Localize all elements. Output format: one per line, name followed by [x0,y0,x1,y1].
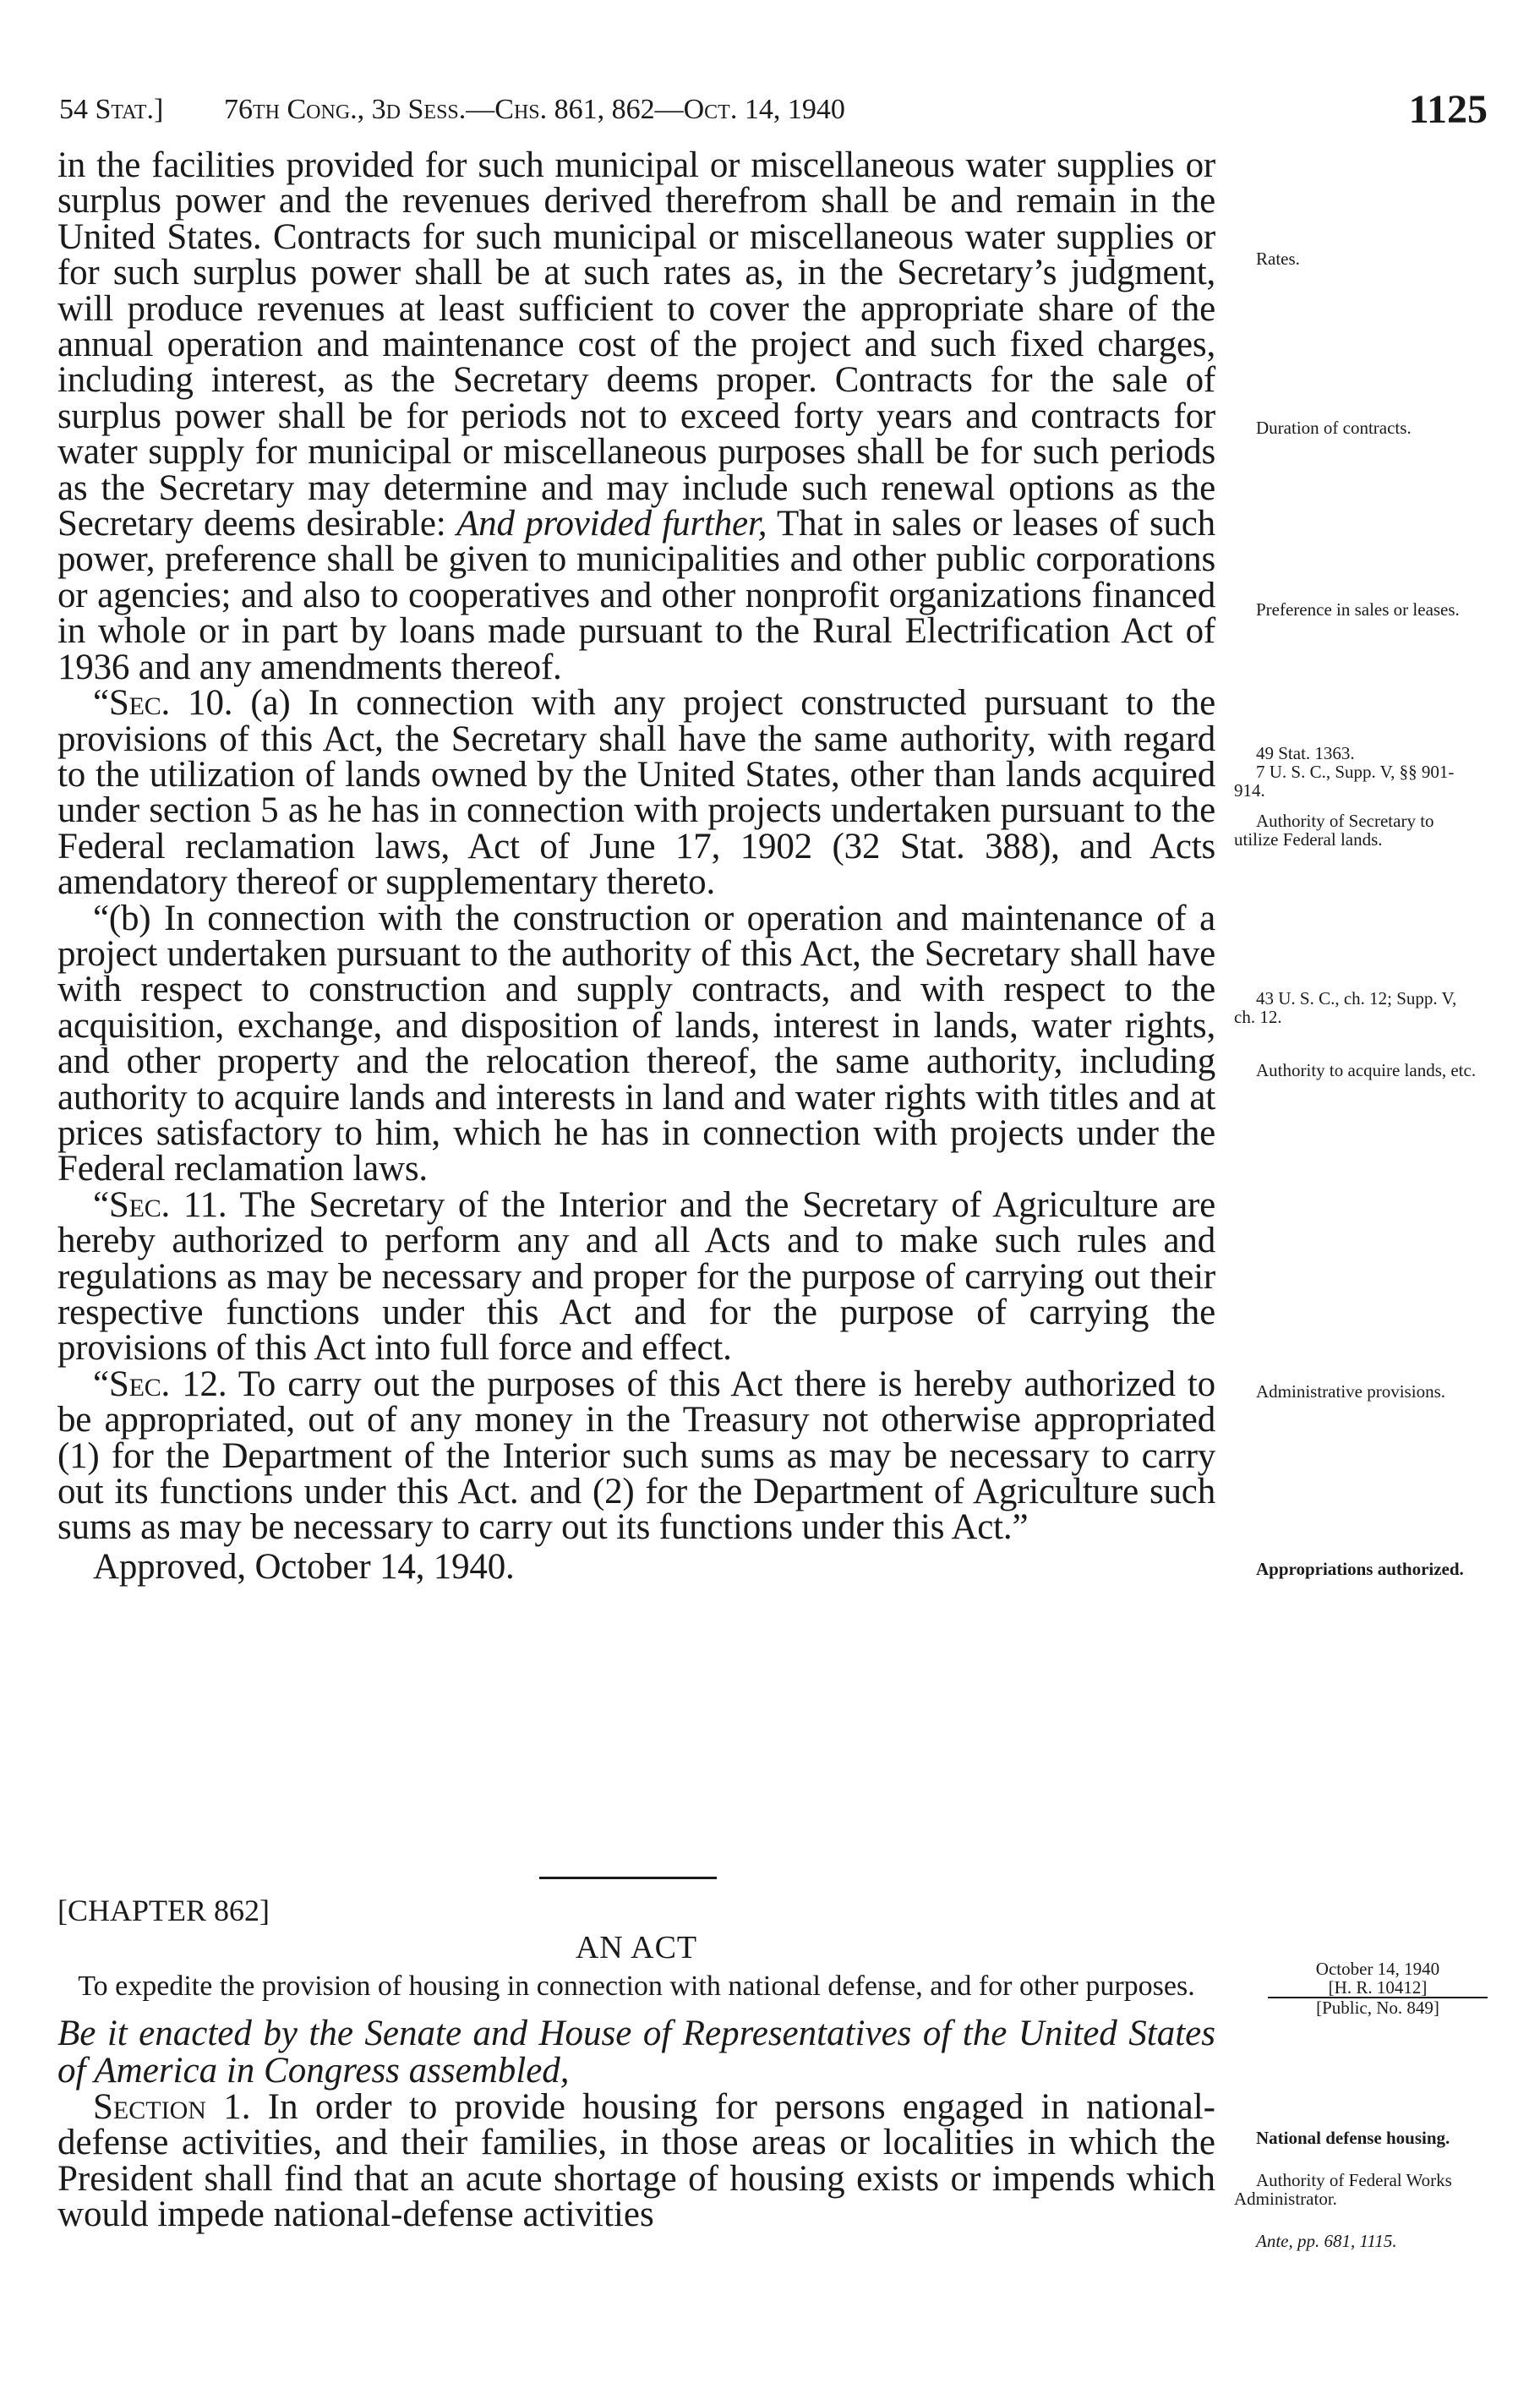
margin-note-federal-works: Authority of Federal Works Administrator. [1234,2170,1452,2209]
act-date: October 14, 1940 [1315,1959,1440,1979]
margin-note-preference: Preference in sales or leases. [1256,599,1460,620]
act-purpose: To expedite the provision of housing in connection with national defense, and for other purposes. [78,1970,1195,2002]
main-text [57,145,1215,1587]
section-label: “Sec. 10. [93,683,233,724]
margin-note-national-defense: National defense housing. [1256,2128,1450,2148]
margin-citation-stat: 49 Stat. 1363. 7 U. S. C., Supp. V, §§ 901-914. [1234,743,1455,801]
margin-note-appropriations: Appropriations authorized. [1256,1559,1464,1579]
session-chapter-info: 76th Cong., 3d Sess.—Chs. 861, 862—Oct. 14, 1940 [224,94,845,125]
section-10a: “Sec. 10. (a) In connection with any project constructed pursuant to the provisions of this Act, the Secretary shall have the same authority, with regard to the utilization of lands owned by the United States, other than lands acquired under section 5 as he has in connection with projects undertaken pursuant to the Federal reclamation laws, Act of June 17, 1902 (32 Stat. 388), and Acts amendatory thereof or supplementary thereto. [57,683,1215,903]
section-12: “Sec. 12. To carry out the purposes of this Act there is hereby authorized to be appropriated, out of any money in the Treasury not otherwise appropriated (1) for the Department of the Interior such sums as may be necessary to carry out its functions under this Act. and (2) for the Department of Agriculture such sums as may be necessary to carry out its functions under this Act.” [57,1364,1215,1548]
running-head [59,85,1488,135]
enacting-clause: Be it enacted by the Senate and House of Representatives of the United States of America in Congress assembled, [57,2014,1215,2091]
bill-number: [H. R. 10412] [1268,1978,1488,1998]
proviso-italic: And provided further, [456,504,767,544]
public-law-number: [Public, No. 849] [1316,1998,1439,2018]
statute-volume: 54 Stat.] [59,94,164,125]
act-title: AN ACT [575,1930,698,1965]
margin-note-federal-lands: Authority of Secretary to utilize Federal lands. [1234,811,1434,850]
section-label: “Sec. 12. [93,1364,227,1404]
margin-note-administrative: Administrative provisions. [1256,1381,1445,1402]
page-number: 1125 [1408,87,1488,132]
section-10b: “(b) In connection with the construction or operation and maintenance of a project undertaken pursuant to the authority of this Act, the Secretary shall have with respect to construction and supply contracts, and with respect to the acquisition, exchange, and disposition of lands, interest in lands, water rights, and other property and the relocation thereof, the same authority, including authority to acquire lands and interests in land and water rights with titles and at prices satisfactory to him, which he has in connection with projects under the Federal reclamation laws. [57,898,1215,1189]
section-1: Section 1. In order to provide housing for persons engaged in national-defense activities, and their families, in those areas or localities in which the President shall find that an acute shortage of housing exists or impends which would impede national-defense activities [57,2087,1215,2235]
section-divider [539,1877,717,1879]
margin-note-duration: Duration of contracts. [1256,418,1412,438]
chapter-862 [57,1892,1215,2233]
margin-citation-ante: Ante, pp. 681, 1115. [1256,2231,1397,2251]
paragraph-water-power: in the facilities provided for such municipal or miscellaneous water supplies or surplus power and the revenues derived therefrom shall be and remain in the United States. Contracts for such municipal or miscellaneous water supplies or for such surplus power shall be at such rates as, in the Secretary’s judgment, will produce revenues at least sufficient to cover the appropriate share of the annual operation and maintenance cost of the project and such fixed charges, including interest, as the Secretary deems proper. Contracts for the sale of surplus power shall be for periods not to exceed forty years and contracts for water supply for municipal or miscellaneous purposes shall be for such periods as the Secretary may determine and may include such renewal options as the Secretary deems desirable: And provided further, That in sales or leases of such power, preference shall be given to municipalities and other public corporations or agencies; and also to cooperatives and other nonprofit organizations financed in whole or in part by loans made pursuant to the Rural Electrification Act of 1936 and any amendments thereof. [57,145,1215,687]
margin-citation-act [1268,1960,1488,2017]
chapter-heading: [CHAPTER 862] [57,1894,270,1927]
section-label: Section 1. [93,2087,251,2127]
margin-note-acquire: Authority to acquire lands, etc. [1256,1060,1477,1080]
section-label: “Sec. 11. [93,1184,227,1225]
margin-note-rates: Rates. [1256,249,1300,269]
approval-line: Approved, October 14, 1940. [93,1546,515,1587]
section-11: “Sec. 11. The Secretary of the Interior and the Secretary of Agriculture are hereby authorized to perform any and all Acts and to make such rules and regulations as may be necessary and proper for the purpose of carrying out their respective functions under this Act and for the purpose of carrying the provisions of this Act into full force and effect. [57,1184,1215,1369]
margin-citation-43usc: 43 U. S. C., ch. 12; Supp. V, ch. 12. [1234,988,1457,1027]
